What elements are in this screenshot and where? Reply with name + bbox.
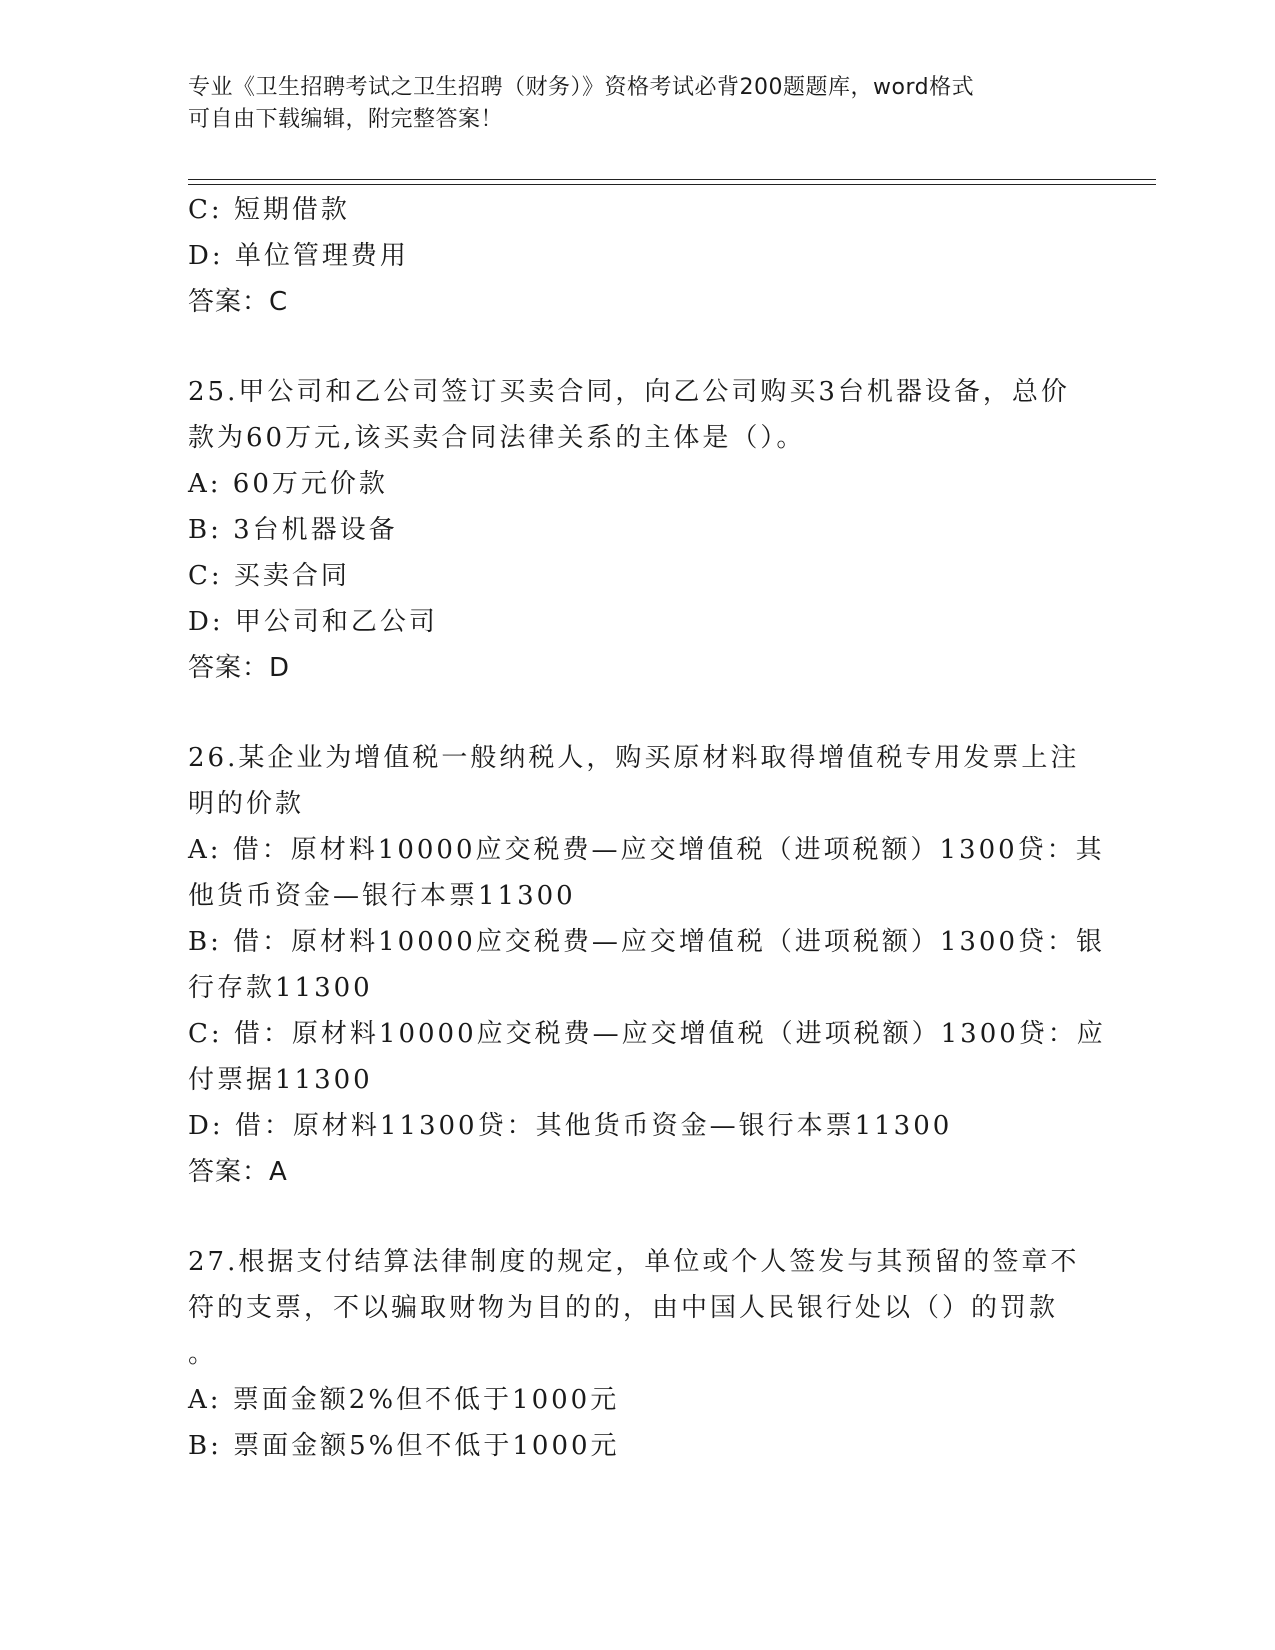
option-line: 他货币资金—银行本票11300: [188, 881, 576, 911]
question-25: [188, 369, 1088, 691]
option-line: D: 借：原材料11300贷：其他货币资金—银行本票11300: [188, 1111, 953, 1141]
header-line-1: 专业《卫生招聘考试之卫生招聘（财务）》资格考试必背200题题库，word格式: [188, 75, 975, 100]
prev-question-block: [188, 187, 1088, 325]
option-line: 付票据11300: [188, 1065, 373, 1095]
document-header: [188, 72, 1088, 136]
question-stem-line: 明的价款: [188, 789, 305, 819]
answer-line: 答案：C: [188, 287, 289, 317]
answer-line: 答案：D: [188, 653, 291, 683]
question-stem-line: 款为60万元,该买卖合同法律关系的主体是（）。: [188, 423, 806, 453]
option-line: C: 短期借款: [188, 195, 350, 225]
question-stem-line: 。: [188, 1339, 218, 1369]
spacer: [188, 691, 1088, 735]
header-line-2: 可自由下载编辑，附完整答案！: [188, 107, 504, 132]
question-stem-line: 25.甲公司和乙公司签订买卖合同，向乙公司购买3台机器设备，总价: [188, 377, 1070, 407]
document-body: [188, 187, 1106, 1469]
spacer: [188, 325, 1088, 369]
option-line: B: 3台机器设备: [188, 515, 398, 545]
option-line: A: 借：原材料10000应交税费—应交增值税（进项税额）1300贷：其: [188, 835, 1105, 865]
option-line: B: 借：原材料10000应交税费—应交增值税（进项税额）1300贷：银: [188, 927, 1106, 957]
question-stem-line: 26.某企业为增值税一般纳税人，购买原材料取得增值税专用发票上注: [188, 743, 1080, 773]
option-line: C: 买卖合同: [188, 561, 350, 591]
option-line: A: 票面金额2%但不低于1000元: [188, 1385, 620, 1415]
question-27: [188, 1239, 1088, 1469]
option-line: A: 60万元价款: [188, 469, 388, 499]
option-line: D: 单位管理费用: [188, 241, 409, 271]
answer-line: 答案：A: [188, 1157, 288, 1187]
option-line: D: 甲公司和乙公司: [188, 607, 438, 637]
option-line: 行存款11300: [188, 973, 373, 1003]
spacer: [188, 1195, 1088, 1239]
option-line: C: 借：原材料10000应交税费—应交增值税（进项税额）1300贷：应: [188, 1019, 1106, 1049]
question-26: [188, 735, 1106, 1195]
question-stem-line: 27.根据支付结算法律制度的规定，单位或个人签发与其预留的签章不: [188, 1247, 1080, 1277]
header-rule-bottom: [188, 184, 1156, 185]
option-line: B: 票面金额5%但不低于1000元: [188, 1431, 620, 1461]
header-rule-top: [188, 179, 1156, 180]
question-stem-line: 符的支票，不以骗取财物为目的的，由中国人民银行处以（）的罚款: [188, 1293, 1059, 1323]
